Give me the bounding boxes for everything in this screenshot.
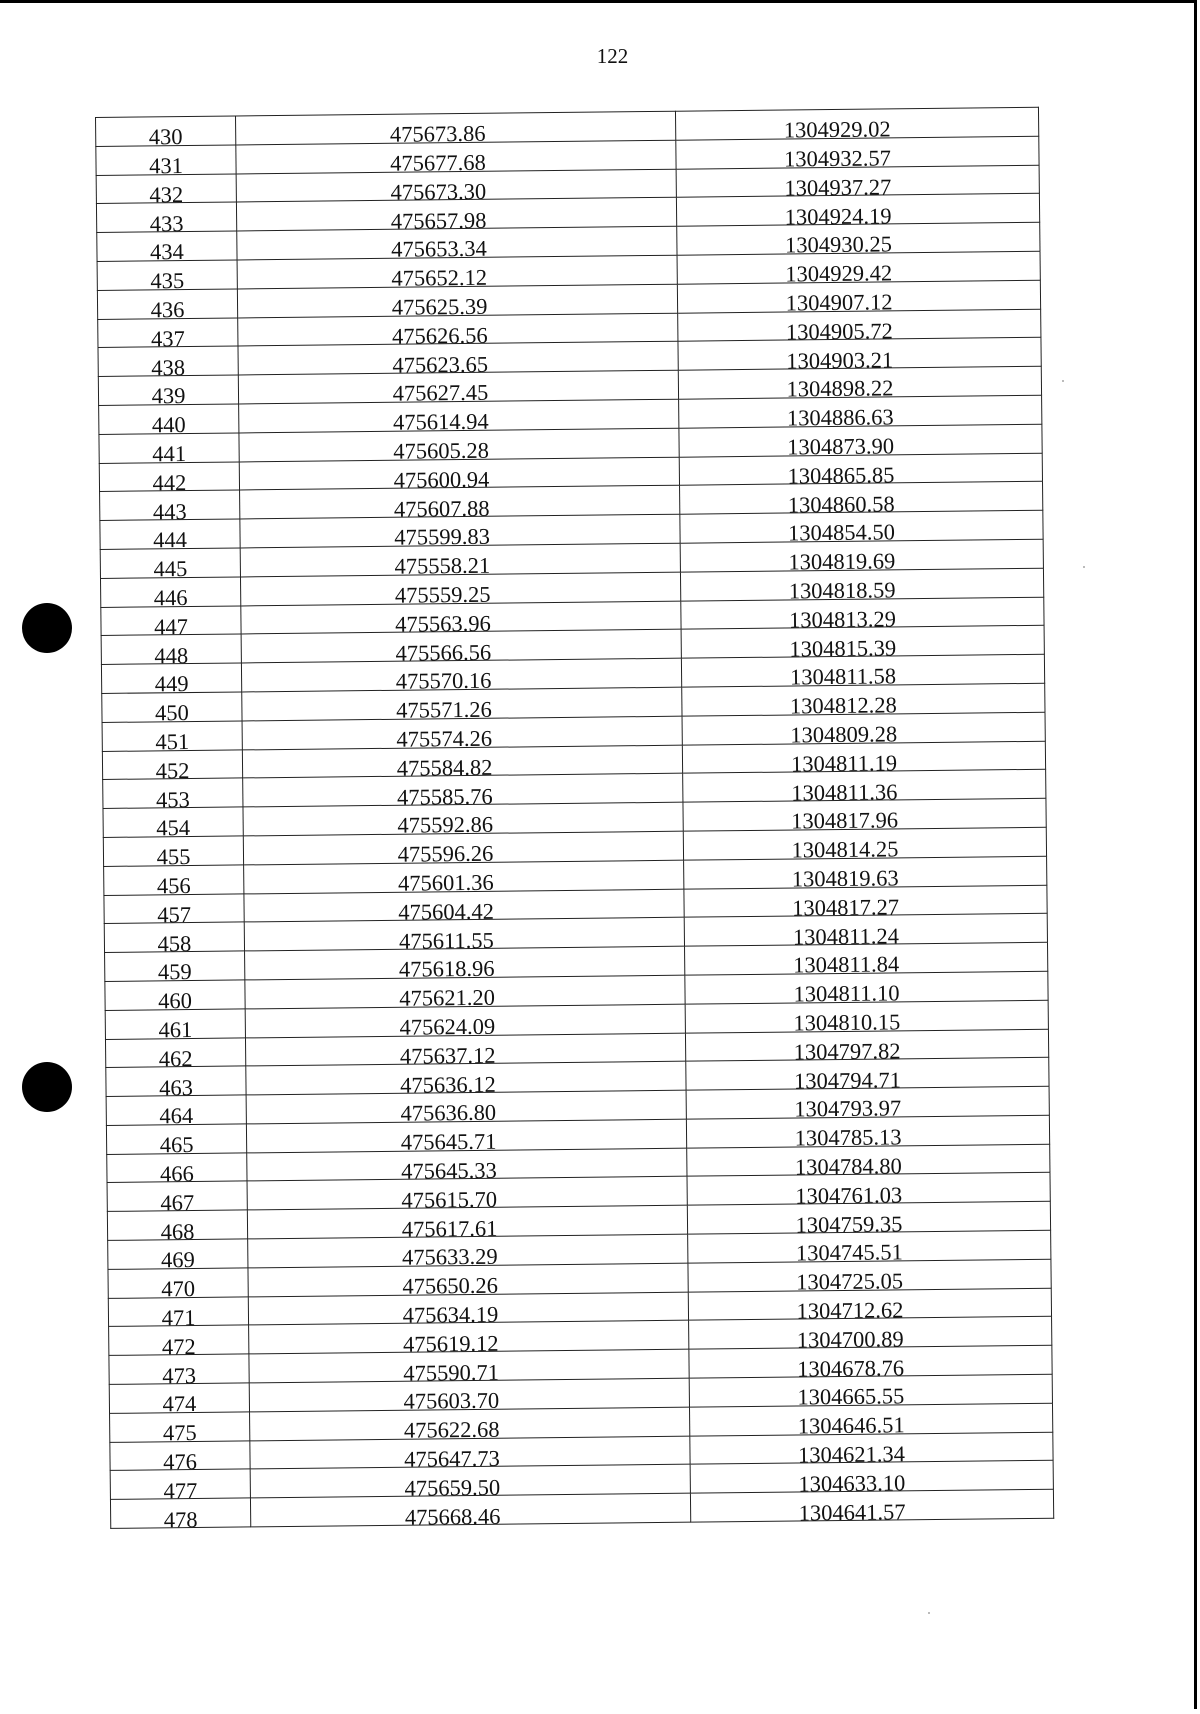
y-coordinate-text: 1304646.51 <box>797 1412 905 1439</box>
y-coordinate-text: 1304810.15 <box>793 1009 901 1036</box>
y-coordinate-text: 1304712.62 <box>796 1297 904 1324</box>
x-coordinate-text: 475650.26 <box>402 1272 499 1299</box>
y-coordinate-text: 1304817.27 <box>792 894 900 921</box>
point-number-text: 444 <box>153 527 188 553</box>
y-coordinate-text: 1304641.57 <box>798 1498 906 1526</box>
x-coordinate-text: 475627.45 <box>392 380 489 407</box>
point-number-text: 471 <box>161 1304 196 1331</box>
y-coordinate-text: 1304903.21 <box>786 347 894 374</box>
point-number-text: 464 <box>159 1103 194 1129</box>
y-coordinate-text: 1304678.76 <box>797 1354 905 1382</box>
x-coordinate-text: 475634.19 <box>402 1301 499 1328</box>
x-coordinate-text: 475623.65 <box>392 351 489 378</box>
y-coordinate-text: 1304811.24 <box>792 922 900 950</box>
point-number-text: 454 <box>156 815 191 841</box>
x-coordinate-text: 475571.26 <box>395 696 492 724</box>
y-coordinate-text: 1304745.51 <box>795 1239 903 1266</box>
y-coordinate-text: 1304761.03 <box>795 1182 903 1209</box>
point-number-text: 436 <box>150 297 185 323</box>
scan-speck <box>1083 566 1085 568</box>
y-coordinate-text: 1304785.13 <box>794 1124 902 1151</box>
x-coordinate-text: 475645.33 <box>400 1157 497 1184</box>
point-number-text: 465 <box>159 1132 194 1158</box>
point-number-text: 450 <box>154 700 189 726</box>
point-number-text: 439 <box>151 383 186 409</box>
x-coordinate-text: 475605.28 <box>393 437 490 464</box>
point-number-text: 443 <box>152 498 187 525</box>
x-coordinate-text: 475590.71 <box>403 1359 500 1386</box>
scan-speck <box>1062 380 1064 382</box>
point-number-text: 451 <box>155 729 190 755</box>
y-coordinate-text: 1304907.12 <box>785 289 893 316</box>
point-number-text: 455 <box>156 844 191 870</box>
y-coordinate-text: 1304814.25 <box>791 836 899 863</box>
point-number-text: 474 <box>162 1391 197 1417</box>
y-coordinate-text: 1304854.50 <box>787 519 896 546</box>
x-coordinate-text: 475626.56 <box>391 322 488 349</box>
y-coordinate-text: 1304818.59 <box>788 577 896 604</box>
y-coordinate-text: 1304817.96 <box>791 807 899 834</box>
point-number-text: 440 <box>151 412 186 438</box>
x-coordinate-text: 475673.30 <box>390 178 487 205</box>
y-coordinate-text: 1304929.02 <box>783 116 891 143</box>
point-number-text: 463 <box>158 1074 194 1100</box>
point-number-text: 477 <box>163 1477 198 1504</box>
point-number-text: 466 <box>159 1160 194 1187</box>
page-number: 122 <box>596 44 629 68</box>
y-coordinate-text: 1304811.10 <box>793 980 900 1007</box>
x-coordinate-text: 475604.42 <box>398 898 495 925</box>
point-number-text: 441 <box>152 441 187 467</box>
point-number-text: 447 <box>154 613 189 640</box>
point-number-text: 449 <box>154 671 189 697</box>
y-coordinate-text: 1304819.63 <box>791 865 899 892</box>
x-coordinate-text: 475657.98 <box>390 207 487 234</box>
y-coordinate-text: 1304725.05 <box>796 1268 904 1295</box>
y-coordinate-cell <box>675 107 1038 143</box>
point-number-text: 457 <box>157 901 192 928</box>
y-coordinate-text: 1304811.19 <box>790 750 898 777</box>
scan-speck <box>928 1612 930 1614</box>
x-coordinate-text: 475673.86 <box>389 121 486 148</box>
x-coordinate-text: 475574.26 <box>396 725 493 752</box>
x-coordinate-text: 475652.12 <box>391 265 488 292</box>
point-number-text: 446 <box>153 585 188 611</box>
x-coordinate-text: 475622.68 <box>403 1416 500 1443</box>
point-number-text: 433 <box>149 210 184 237</box>
x-coordinate-text: 475668.46 <box>404 1503 501 1530</box>
point-number-text: 470 <box>161 1276 196 1302</box>
x-coordinate-text: 475599.83 <box>394 524 491 551</box>
x-coordinate-text: 475607.88 <box>393 495 490 522</box>
point-number-cell <box>96 116 236 150</box>
point-number-text: 472 <box>161 1333 196 1360</box>
x-coordinate-text: 475645.71 <box>400 1128 497 1155</box>
y-coordinate-text: 1304860.58 <box>787 491 895 518</box>
x-coordinate-text: 475618.96 <box>398 956 495 983</box>
y-coordinate-text: 1304886.63 <box>786 404 894 431</box>
x-coordinate-text: 475633.29 <box>401 1244 498 1271</box>
y-coordinate-text: 1304621.34 <box>797 1441 906 1468</box>
x-coordinate-text: 475625.39 <box>391 293 488 320</box>
punch-hole-top <box>22 603 72 653</box>
y-coordinate-text: 1304819.69 <box>788 548 896 575</box>
x-coordinate-text: 475611.55 <box>398 927 494 954</box>
point-number-text: 461 <box>158 1017 193 1043</box>
point-number-text: 437 <box>150 325 185 352</box>
coordinate-table-body <box>96 107 1054 1532</box>
x-coordinate-cell <box>235 111 675 148</box>
y-coordinate-text: 1304898.22 <box>786 375 894 403</box>
point-number-text: 475 <box>162 1420 197 1446</box>
y-coordinate-text: 1304784.80 <box>794 1153 902 1180</box>
y-coordinate-text: 1304873.90 <box>787 433 895 460</box>
y-coordinate-text: 1304815.39 <box>789 635 897 662</box>
point-number-text: 438 <box>151 354 186 381</box>
x-coordinate-text: 475647.73 <box>404 1445 500 1472</box>
y-coordinate-text: 1304811.58 <box>789 663 897 690</box>
x-coordinate-text: 475619.12 <box>402 1330 499 1357</box>
x-coordinate-text: 475615.70 <box>401 1186 498 1213</box>
y-coordinate-text: 1304700.89 <box>796 1326 904 1353</box>
point-number-text: 430 <box>148 124 183 150</box>
point-number-text: 462 <box>158 1045 193 1072</box>
x-coordinate-text: 475617.61 <box>401 1215 498 1242</box>
point-number-text: 473 <box>162 1362 197 1388</box>
x-coordinate-text: 475653.34 <box>391 236 487 263</box>
y-coordinate-text: 1304932.57 <box>783 145 892 172</box>
x-coordinate-text: 475636.12 <box>400 1071 496 1098</box>
x-coordinate-text: 475558.21 <box>394 553 491 580</box>
x-coordinate-text: 475603.70 <box>403 1388 500 1415</box>
point-number-text: 432 <box>149 181 184 208</box>
x-coordinate-text: 475601.36 <box>397 869 494 896</box>
y-coordinate-text: 1304865.85 <box>787 462 895 489</box>
x-coordinate-text: 475592.86 <box>397 812 494 839</box>
point-number-text: 469 <box>160 1247 195 1273</box>
x-coordinate-text: 475621.20 <box>399 984 495 1011</box>
point-number-text: 456 <box>156 873 191 899</box>
point-number-text: 434 <box>149 239 184 265</box>
x-coordinate-text: 475677.68 <box>390 149 486 176</box>
y-coordinate-text: 1304797.82 <box>793 1038 901 1065</box>
point-number-text: 435 <box>150 268 185 294</box>
point-number-text: 468 <box>160 1218 195 1244</box>
x-coordinate-text: 475614.94 <box>392 409 489 436</box>
x-coordinate-text: 475559.25 <box>394 581 491 608</box>
x-coordinate-text: 475563.96 <box>395 610 491 637</box>
x-coordinate-text: 475570.16 <box>395 668 492 695</box>
x-coordinate-text: 475566.56 <box>395 639 492 666</box>
punch-hole-bottom <box>22 1062 72 1112</box>
y-coordinate-text: 1304665.55 <box>797 1383 905 1410</box>
point-number-text: 478 <box>163 1506 198 1532</box>
x-coordinate-text: 475584.82 <box>396 754 493 781</box>
y-coordinate-text: 1304793.97 <box>794 1095 902 1122</box>
x-coordinate-text: 475596.26 <box>397 840 494 867</box>
coordinate-table <box>95 107 1054 1532</box>
y-coordinate-text: 1304633.10 <box>798 1470 906 1497</box>
y-coordinate-text: 1304905.72 <box>785 318 893 345</box>
point-number-text: 452 <box>155 757 190 784</box>
y-coordinate-text: 1304811.84 <box>793 951 900 978</box>
point-number-text: 459 <box>157 959 192 985</box>
y-coordinate-text: 1304809.28 <box>790 721 898 748</box>
x-coordinate-text: 475585.76 <box>396 783 493 810</box>
x-coordinate-text: 475636.80 <box>400 1100 497 1127</box>
point-number-text: 458 <box>157 930 192 956</box>
point-number-text: 467 <box>160 1189 195 1216</box>
point-number-text: 460 <box>158 988 193 1014</box>
y-coordinate-text: 1304812.28 <box>789 692 897 719</box>
y-coordinate-text: 1304929.42 <box>785 260 893 287</box>
y-coordinate-text: 1304759.35 <box>795 1210 903 1238</box>
point-number-text: 442 <box>152 469 187 496</box>
y-coordinate-text: 1304811.36 <box>791 778 898 806</box>
point-number-text: 448 <box>154 642 189 669</box>
y-coordinate-text: 1304813.29 <box>788 606 897 633</box>
y-coordinate-text: 1304930.25 <box>784 231 892 259</box>
x-coordinate-text: 475637.12 <box>399 1042 496 1069</box>
y-coordinate-text: 1304937.27 <box>784 174 892 201</box>
x-coordinate-text: 475659.50 <box>404 1474 501 1501</box>
point-number-text: 453 <box>155 786 190 813</box>
x-coordinate-text: 475624.09 <box>399 1013 496 1040</box>
point-number-text: 431 <box>149 153 184 179</box>
point-number-text: 445 <box>153 556 188 582</box>
point-number-text: 476 <box>163 1448 198 1475</box>
x-coordinate-text: 475600.94 <box>393 466 490 493</box>
y-coordinate-text: 1304794.71 <box>793 1066 902 1094</box>
y-coordinate-text: 1304924.19 <box>784 203 892 230</box>
